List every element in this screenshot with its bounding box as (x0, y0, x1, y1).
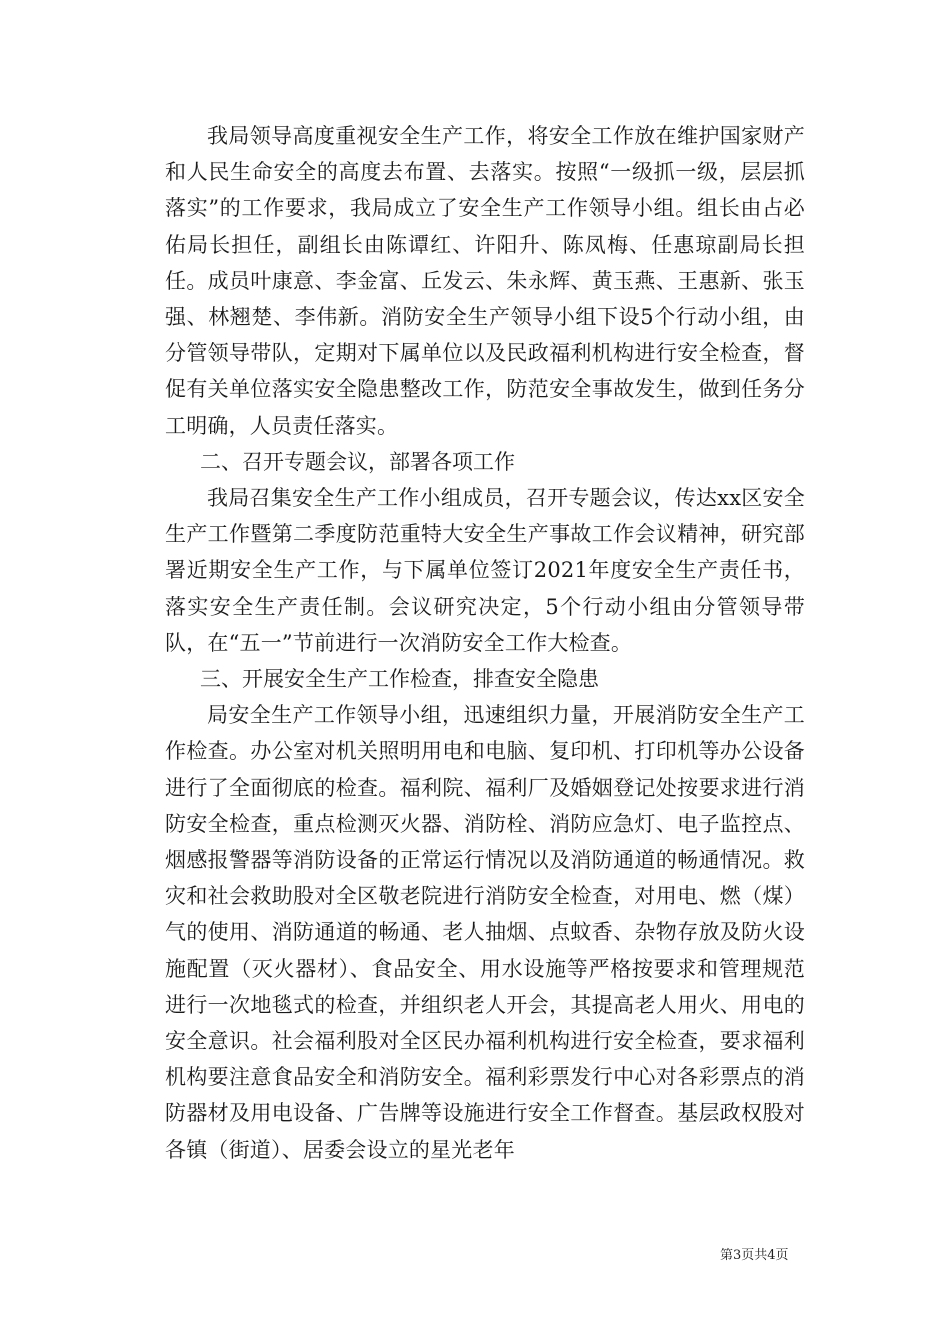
page-number-footer: 第3页共4页 (720, 1248, 789, 1263)
paragraph-safety-inspection: 局安全生产工作领导小组，迅速组织力量，开展消防安全生产工作检查。办公室对机关照明用电和电脑、复印机、打印机等办公设备进行了全面彻底的检查。福利院、福利厂及婚姻登记处按要求进行消防安全检查，重点检测灭火器、消防栓、消防应急灯、电子监控点、烟感报警器等消防设备的正常运行情况以及消防通道的畅通情况。救灾和社会救助股对全区敬老院进行消防安全检查，对用电、燃（煤）气的使用、消防通道的畅通、老人抽烟、点蚊香、杂物存放及防火设施配置（灭火器材）、食品安全、用水设施等严格按要求和管理规范进行一次地毯式的检查，并组织老人开会，其提高老人用火、用电的安全意识。社会福利股对全区民办福利机构进行安全检查，要求福利机构要注意食品安全和消防安全。福利彩票发行中心对各彩票点的消防器材及用电设备、广告牌等设施进行安全工作督查。基层政权股对各镇（街道）、居委会设立的星光老年 (165, 703, 805, 1162)
section-heading-3: 三、开展安全生产工作检查，排查安全隐患 (200, 667, 599, 692)
document-body (165, 118, 805, 1168)
paragraph-special-meeting: 我局召集安全生产工作小组成员，召开专题会议，传达xx区安全生产工作暨第二季度防范重特大安全生产事故工作会议精神，研究部署近期安全生产工作，与下属单位签订2021年度安全生产责任书，落实安全生产责任制。会议研究决定，5个行动小组由分管领导带队，在“五一”节前进行一次消防安全工作大检查。 (165, 486, 805, 655)
paragraph-leadership-group: 我局领导高度重视安全生产工作，将安全工作放在维护国家财产和人民生命安全的高度去布置、去落实。按照“一级抓一级，层层抓落实”的工作要求，我局成立了安全生产工作领导小组。组长由占必佑局长担任，副组长由陈谭红、许阳升、陈凤梅、任惠琼副局长担任。成员叶康意、李金富、丘发云、朱永辉、黄玉燕、王惠新、张玉强、林翘楚、李伟新。消防安全生产领导小组下设5个行动小组，由分管领导带队，定期对下属单位以及民政福利机构进行安全检查，督促有关单位落实安全隐患整改工作，防范安全事故发生，做到任务分工明确，人员责任落实。 (165, 124, 805, 438)
section-heading-2: 二、召开专题会议，部署各项工作 (200, 449, 515, 474)
